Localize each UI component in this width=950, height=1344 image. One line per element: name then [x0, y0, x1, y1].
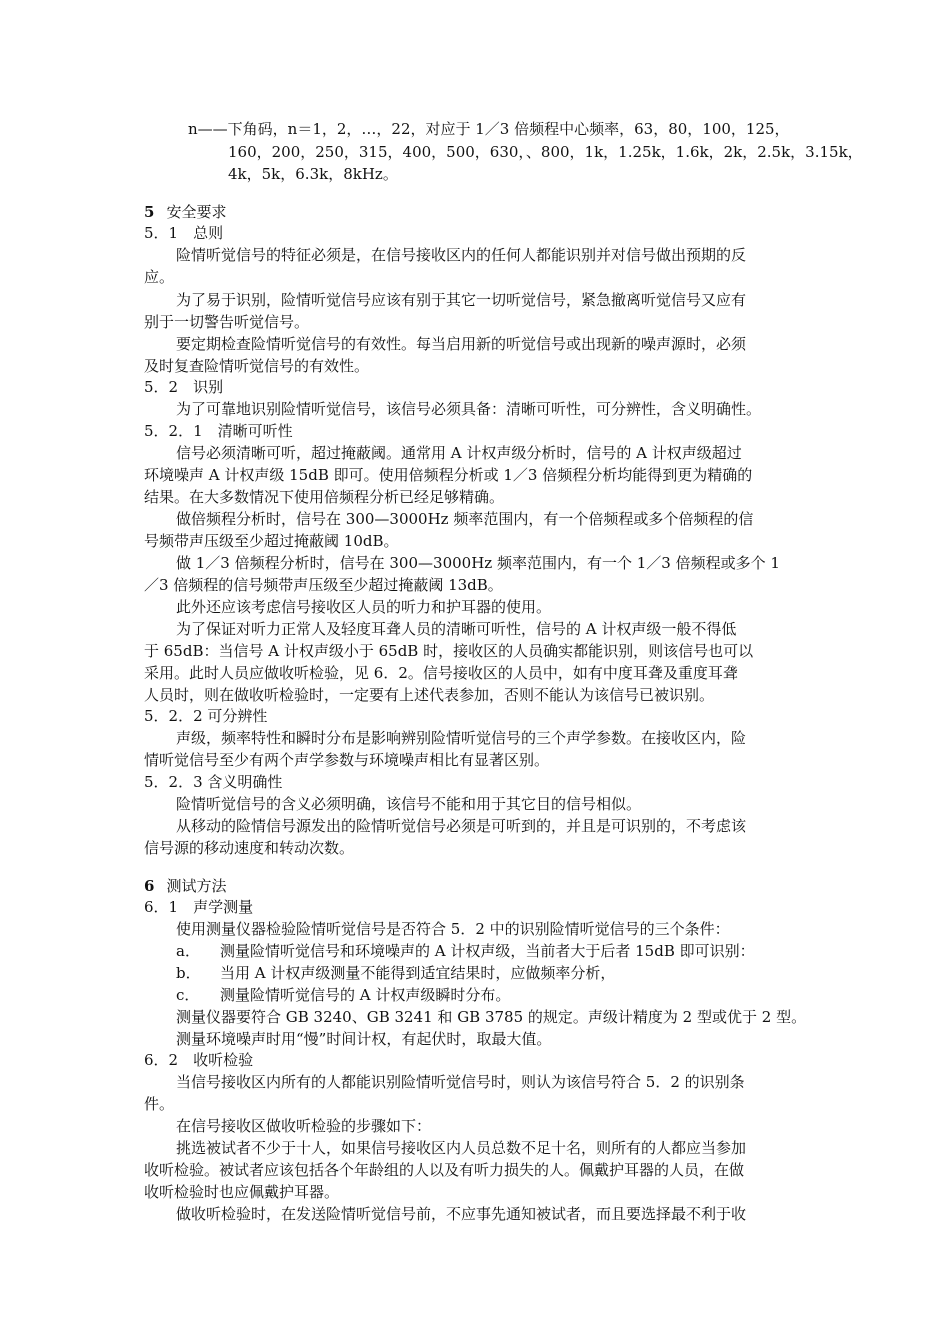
paragraph-line: 应。	[144, 268, 175, 286]
paragraph-line: 做 1／3 倍频程分析时，信号在 300—3000Hz 频率范围内，有一个 1／3 倍频程或多个 1	[176, 554, 780, 572]
list-item-text: 测量险情听觉信号的 A 计权声级瞬时分布。	[220, 986, 511, 1004]
list-item	[176, 984, 510, 1006]
section-6-1-heading: 6．1 声学测量	[144, 898, 254, 916]
notation-line-1: n——下角码，n＝1，2，…，22，对应于 1／3 倍频程中心频率，63，80，100，125，	[188, 120, 790, 138]
paragraph-line: 挑选被试者不少于十人，如果信号接收区内人员总数不足十名，则所有的人都应当参加	[176, 1139, 747, 1157]
notation-line-2: 160，200，250，315，400，500，630，、800，1k，1.25k，1.6k，2k，2.5k，3.15k，	[228, 143, 863, 161]
section-5-2-heading: 5．2 识别	[144, 378, 224, 396]
paragraph-line: 为了保证对听力正常人及轻度耳聋人员的清晰可听性，信号的 A 计权声级一般不得低	[176, 620, 737, 638]
paragraph-line: 做收听检验时，在发送险情听觉信号前，不应事先通知被试者，而且要选择最不利于收	[176, 1205, 747, 1223]
paragraph-line: 别于一切警告听觉信号。	[144, 313, 310, 331]
paragraph-line: 为了可靠地识别险情听觉信号，该信号必须具备：清晰可听性，可分辨性，含义明确性。	[176, 400, 762, 418]
paragraph-line: 人员时，则在做收听检验时，一定要有上述代表参加，否则不能认为该信号已被识别。	[144, 686, 715, 704]
paragraph-line: 情听觉信号至少有两个声学参数与环境噪声相比有显著区别。	[144, 751, 550, 769]
paragraph-line: 测量仪器要符合 GB 3240、GB 3241 和 GB 3785 的规定。声级计精度为 2 型或优于 2 型。	[176, 1008, 807, 1026]
paragraph-line: 于 65dB：当信号 A 计权声级小于 65dB 时，接收区的人员确实都能识别，则该信号也可以	[144, 642, 754, 660]
paragraph-line: 使用测量仪器检验险情听觉信号是否符合 5．2 中的识别险情听觉信号的三个条件：	[176, 920, 730, 938]
paragraph-line: ／3 倍频程的信号频带声压级至少超过掩蔽阈 13dB。	[144, 576, 503, 594]
list-item-text: 当用 A 计权声级测量不能得到适宜结果时，应做频率分析，	[220, 964, 616, 982]
paragraph-line: 为了易于识别，险情听觉信号应该有别于其它一切听觉信号，紧急撤离听觉信号又应有	[176, 291, 747, 309]
section-6-heading	[144, 875, 226, 897]
paragraph-line: 此外还应该考虑信号接收区人员的听力和护耳器的使用。	[176, 598, 552, 616]
section-5-1-heading: 5．1 总则	[144, 224, 224, 242]
paragraph-line: 及时复查险情听觉信号的有效性。	[144, 357, 370, 375]
section-5-2-2-heading: 5．2．2 可分辨性	[144, 707, 268, 725]
paragraph-line: 结果。在大多数情况下使用倍频程分析已经足够精确。	[144, 488, 505, 506]
section-6-2-heading: 6．2 收听检验	[144, 1051, 254, 1069]
paragraph-line: 测量环境噪声时用“慢”时间计权，有起伏时，取最大值。	[176, 1030, 552, 1048]
list-item	[176, 940, 755, 962]
paragraph-line: 要定期检查险情听觉信号的有效性。每当启用新的听觉信号或出现新的噪声源时，必须	[176, 335, 747, 353]
paragraph-line: 采用。此时人员应做收听检验，见 6．2。信号接收区的人员中，如有中度耳聋及重度耳聋	[144, 664, 738, 682]
paragraph-line: 在信号接收区做收听检验的步骤如下：	[176, 1117, 432, 1135]
section-5-2-1-heading: 5．2．1 清晰可听性	[144, 422, 293, 440]
paragraph-line: 信号必须清晰可听，超过掩蔽阈。通常用 A 计权声级分析时，信号的 A 计权声级超过	[176, 444, 742, 462]
section-5-title: 安全要求	[166, 203, 227, 221]
section-6-title: 测试方法	[166, 877, 227, 895]
list-marker: c．	[176, 986, 200, 1004]
paragraph-line: 信号源的移动速度和转动次数。	[144, 839, 355, 857]
list-item-text: 测量险情听觉信号和环境噪声的 A 计权声级，当前者大于后者 15dB 即可识别：	[220, 942, 755, 960]
paragraph-line: 收听检验时也应佩戴护耳器。	[144, 1183, 340, 1201]
notation-line-3: 4k，5k，6.3k，8kHz。	[228, 165, 398, 183]
paragraph-line: 声级，频率特性和瞬时分布是影响辨别险情听觉信号的三个声学参数。在接收区内，险	[176, 729, 747, 747]
section-5-heading	[144, 201, 226, 223]
list-item	[176, 962, 615, 984]
paragraph-line: 险情听觉信号的特征必须是，在信号接收区内的任何人都能识别并对信号做出预期的反	[176, 246, 747, 264]
paragraph-line: 件。	[144, 1095, 175, 1113]
list-marker: b．	[176, 964, 201, 982]
section-5-2-3-heading: 5．2．3 含义明确性	[144, 773, 283, 791]
section-6-number: 6	[144, 877, 155, 895]
paragraph-line: 收听检验。被试者应该包括各个年龄组的人以及有听力损失的人。佩戴护耳器的人员，在做	[144, 1161, 745, 1179]
section-5-number: 5	[144, 203, 155, 221]
list-marker: a．	[176, 942, 200, 960]
paragraph-line: 当信号接收区内所有的人都能识别险情听觉信号时，则认为该信号符合 5．2 的识别条	[176, 1073, 745, 1091]
paragraph-line: 从移动的险情信号源发出的险情听觉信号必须是可听到的，并且是可识别的，不考虑该	[176, 817, 747, 835]
paragraph-line: 险情听觉信号的含义必须明确，该信号不能和用于其它目的信号相似。	[176, 795, 642, 813]
paragraph-line: 做倍频程分析时，信号在 300—3000Hz 频率范围内，有一个倍频程或多个倍频程的信	[176, 510, 754, 528]
paragraph-line: 环境噪声 A 计权声级 15dB 即可。使用倍频程分析或 1／3 倍频程分析均能得到更为精确的	[144, 466, 753, 484]
paragraph-line: 号频带声压级至少超过掩蔽阈 10dB。	[144, 532, 399, 550]
